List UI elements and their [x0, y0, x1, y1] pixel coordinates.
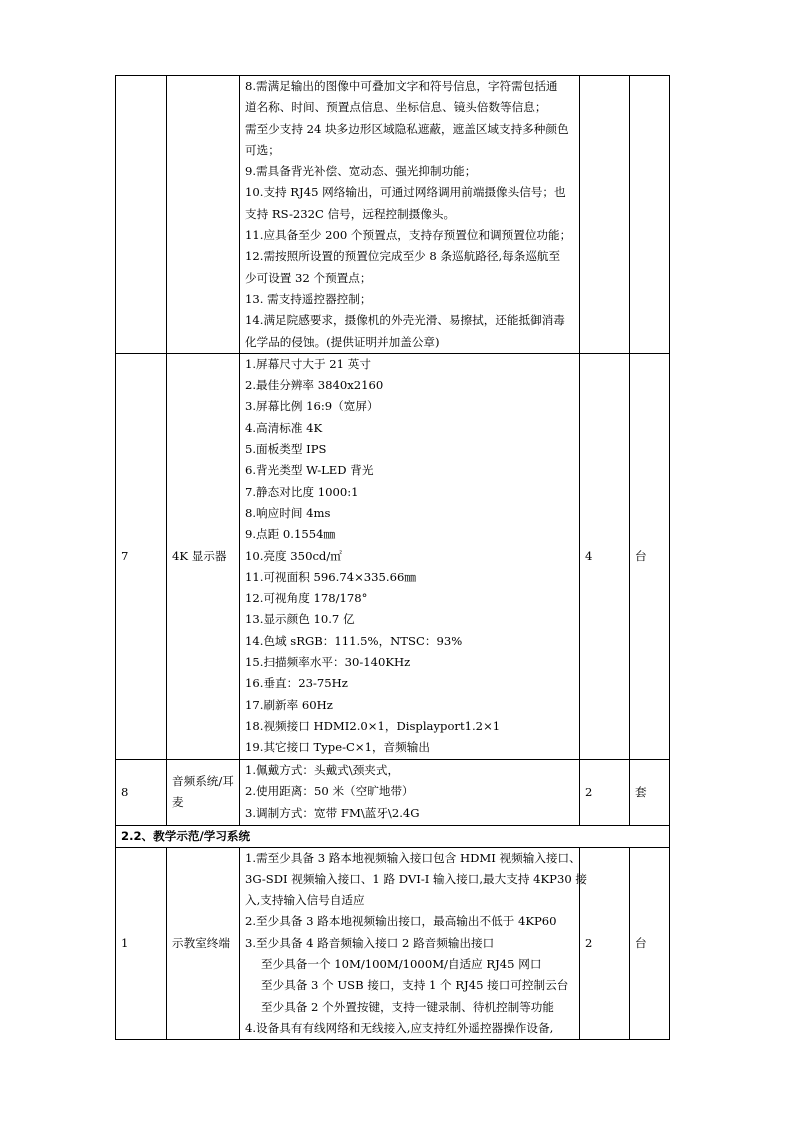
item-name-cell: 音频系统/耳麦 [167, 759, 240, 825]
spec-line: 4.高清标准 4K [245, 420, 323, 435]
spec-line: 9.点距 0.1554㎜ [245, 527, 336, 542]
spec-line: 3G-SDI 视频输入接口、1 路 DVI-I 输入接口,最大支持 4KP30 接 [245, 871, 587, 886]
spec-line: 至少具备 2 个外置按键，支持一键录制、待机控制等功能 [261, 999, 554, 1014]
item-name-cell [167, 76, 240, 354]
spec-line: 18.视频接口 HDMI2.0×1，Displayport1.2×1 [245, 718, 501, 733]
spec-line: 需至少支持 24 块多边形区域隐私遮蔽，遮盖区域支持多种颜色 [245, 121, 569, 136]
spec-cell [240, 847, 587, 1040]
item-name-cell: 4K 显示器 [167, 353, 240, 759]
spec-line: 6.背光类型 W-LED 背光 [245, 463, 374, 478]
spec-cell [240, 353, 580, 759]
spec-line: 10.亮度 350cd/㎡ [245, 548, 342, 563]
spec-line: 2.使用距离：50 米（空旷地带） [245, 784, 414, 799]
spec-line: 至少具备一个 10M/100M/1000M/自适应 RJ45 网口 [261, 956, 542, 971]
quantity-cell [580, 76, 630, 354]
spec-line: 11.应具备至少 200 个预置点，支持存预置位和调预置位功能； [245, 228, 572, 243]
unit-cell [630, 76, 670, 354]
spec-line: 17.刷新率 60Hz [245, 697, 333, 712]
spec-line: 化学品的侵蚀。(提供证明并加盖公章) [245, 334, 440, 349]
spec-line: 2.最佳分辨率 3840x2160 [245, 378, 384, 393]
section-title: 2.2、教学示范/学习系统 [116, 825, 670, 847]
quantity-cell: 2 [580, 759, 630, 825]
spec-line: 道名称、时间、预置点信息、坐标信息、镜头倍数等信息； [245, 100, 547, 115]
spec-line: 15.扫描频率水平：30-140KHz [245, 655, 411, 670]
item-number-cell: 1 [116, 847, 167, 1040]
spec-line: 13.显示颜色 10.7 亿 [245, 612, 355, 627]
unit-cell: 台 [630, 353, 670, 759]
spec-line: 8.响应时间 4ms [245, 505, 331, 520]
spec-line: 9.需具备背光补偿、宽动态、强光抑制功能； [245, 164, 477, 179]
table-row [116, 76, 670, 354]
spec-line: 1.需至少具备 3 路本地视频输入接口包含 HDMI 视频输入接口、 [245, 850, 581, 865]
spec-line: 3.至少具备 4 路音频输入接口 2 路音频输出接口 [245, 935, 495, 950]
spec-line: 12.可视角度 178/178° [245, 591, 368, 606]
item-name-cell: 示教室终端 [167, 847, 240, 1040]
spec-line: 13. 需支持遥控器控制； [245, 291, 372, 306]
spec-cell [240, 76, 580, 354]
item-number-cell [116, 76, 167, 354]
spec-line: 入,支持输入信号自适应 [245, 893, 365, 908]
unit-cell: 台 [630, 847, 670, 1040]
equipment-spec-table [115, 75, 670, 1040]
section-header-row [116, 825, 670, 847]
spec-line: 8.需满足输出的图像中可叠加文字和符号信息，字符需包括通 [245, 79, 558, 93]
spec-line: 2.至少具备 3 路本地视频输出接口，最高输出不低于 4KP60 [245, 914, 557, 929]
item-number-cell: 8 [116, 759, 167, 825]
spec-line: 1.佩戴方式：头戴式\颈夹式， [245, 763, 400, 778]
spec-line: 19.其它接口 Type-C×1，音频输出 [245, 740, 430, 755]
quantity-cell: 2 [580, 847, 630, 1040]
table-row [116, 759, 670, 825]
spec-line: 12.需按照所设置的预置位完成至少 8 条巡航路径,每条巡航至 [245, 249, 561, 264]
spec-cell [240, 759, 580, 825]
spec-line: 少可设置 32 个预置点； [245, 270, 372, 285]
spec-line: 3.调制方式：宽带 FM\蓝牙\2.4G [245, 805, 420, 820]
spec-line: 11.可视面积 596.74×335.66㎜ [245, 569, 416, 584]
item-number-cell: 7 [116, 353, 167, 759]
spec-line: 14.色域 sRGB：111.5%，NTSC：93% [245, 633, 463, 648]
table-row [116, 847, 670, 1040]
spec-line: 1.屏幕尺寸大于 21 英寸 [245, 356, 371, 371]
spec-line: 3.屏幕比例 16:9（宽屏） [245, 399, 379, 414]
quantity-cell: 4 [580, 353, 630, 759]
spec-line: 至少具备 3 个 USB 接口，支持 1 个 RJ45 接口可控制云台 [261, 978, 569, 993]
spec-line: 14.满足院感要求，摄像机的外壳光滑、易擦拭，还能抵御消毒 [245, 313, 565, 328]
spec-line: 可选； [245, 142, 280, 157]
spec-line: 10.支持 RJ45 网络输出，可通过网络调用前端摄像头信号；也 [245, 185, 566, 200]
spec-line: 7.静态对比度 1000:1 [245, 484, 359, 499]
unit-cell: 套 [630, 759, 670, 825]
table-row [116, 353, 670, 759]
spec-line: 支持 RS-232C 信号，远程控制摄像头。 [245, 206, 456, 221]
spec-line: 16.垂直：23-75Hz [245, 676, 348, 691]
spec-line: 4.设备具有有线网络和无线接入,应支持红外遥控器操作设备, [245, 1020, 554, 1035]
spec-line: 5.面板类型 IPS [245, 442, 327, 457]
